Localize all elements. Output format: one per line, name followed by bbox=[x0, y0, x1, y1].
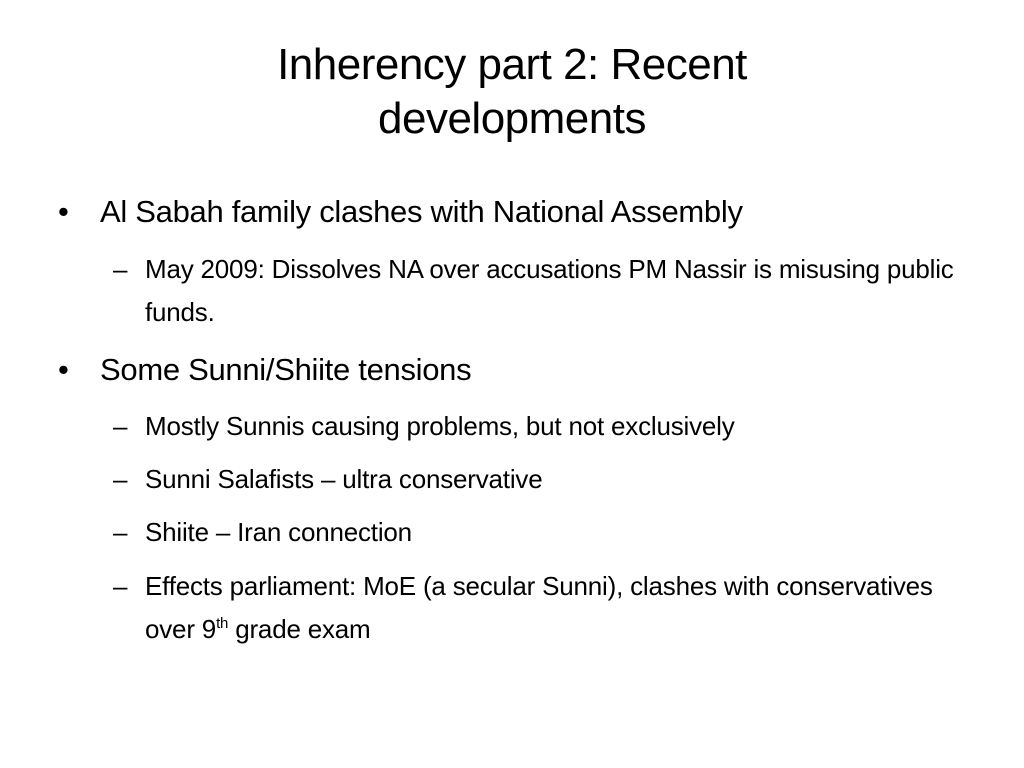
slide-title-line-1: Inherency part 2: Recent bbox=[277, 40, 747, 89]
sub-bullet-item bbox=[113, 405, 963, 448]
sub-bullet-text: Mostly Sunnis causing problems, but not exclusively bbox=[145, 411, 735, 441]
sub-bullet-text bbox=[145, 565, 963, 651]
sub-bullet-text: Sunni Salafists – ultra conservative bbox=[145, 464, 543, 494]
sub-bullet-item bbox=[113, 458, 963, 501]
dash-glyph: – bbox=[113, 571, 128, 601]
sub-bullet-item bbox=[113, 565, 963, 651]
dash-glyph: – bbox=[113, 254, 128, 284]
bullet-glyph: • bbox=[58, 194, 69, 229]
bullet-text: Al Sabah family clashes with National Assembly bbox=[100, 194, 743, 229]
sub-bullet-text-tail: grade exam bbox=[228, 614, 371, 644]
dash-glyph: – bbox=[113, 517, 128, 547]
dash-glyph: – bbox=[113, 411, 128, 441]
sub-bullet-item bbox=[113, 511, 963, 554]
ordinal-superscript: th bbox=[216, 615, 229, 632]
sub-bullet-item bbox=[113, 248, 963, 334]
slide-title-line-2: developments bbox=[378, 94, 646, 143]
bullet-text: Some Sunni/Shiite tensions bbox=[100, 352, 472, 387]
sub-bullet-text-main: Effects parliament: MoE (a secular Sunni), clashes with conservatives over 9 bbox=[145, 571, 933, 644]
bullet-glyph: • bbox=[58, 352, 69, 387]
dash-glyph: – bbox=[113, 464, 128, 494]
sub-bullet-text: May 2009: Dissolves NA over accusations PM Nassir is misusing public funds. bbox=[145, 254, 954, 327]
slide-title bbox=[150, 38, 874, 146]
sub-bullet-text: Shiite – Iran connection bbox=[145, 517, 412, 547]
